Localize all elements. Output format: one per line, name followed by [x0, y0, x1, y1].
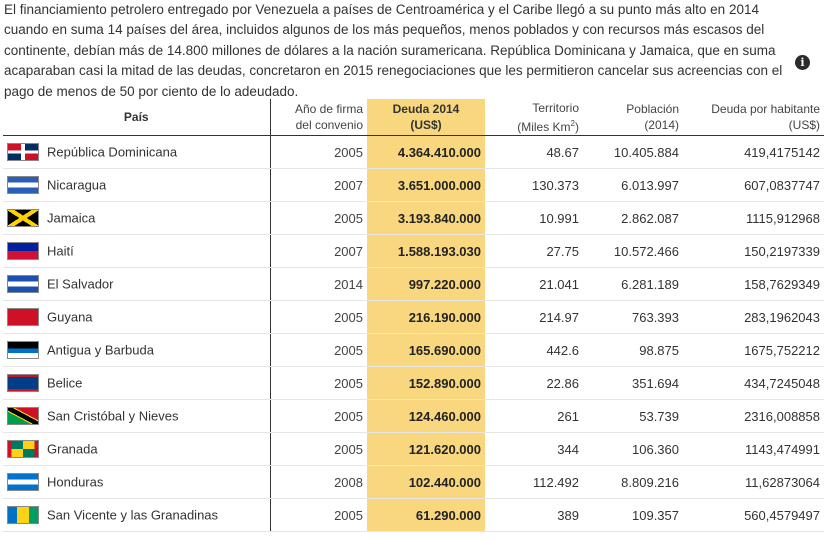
header-territorio[interactable]: Territorio (Miles Km$^2$)	[485, 99, 583, 136]
table-row	[3, 169, 824, 202]
cell-pais	[3, 466, 270, 499]
country-name: Honduras	[47, 474, 104, 490]
cell-poblacion: 763.393	[583, 301, 683, 334]
cell-deuda: 61.290.000	[367, 499, 485, 532]
cell-pais	[3, 301, 270, 334]
header-anio[interactable]: Año de firma del convenio	[270, 99, 367, 136]
table-header-row	[3, 99, 824, 136]
table-row	[3, 235, 824, 268]
cell-poblacion: 6.013.997	[583, 169, 683, 202]
flag-saint-kitts-icon	[7, 407, 39, 425]
country-name: Antigua y Barbuda	[47, 342, 154, 358]
cell-territorio: 10.991	[485, 202, 583, 235]
cell-deuda: 102.440.000	[367, 466, 485, 499]
cell-deuda-habitante: 560,4579497	[683, 499, 824, 532]
cell-pais	[3, 499, 270, 532]
cell-anio: 2005	[270, 433, 367, 466]
country-name: Haití	[47, 243, 74, 259]
country-name: San Vicente y las Granadinas	[47, 507, 219, 523]
cell-territorio: 214.97	[485, 301, 583, 334]
table-row	[3, 400, 824, 433]
cell-deuda: 121.620.000	[367, 433, 485, 466]
cell-deuda-habitante: 283,1962043	[683, 301, 824, 334]
cell-deuda: 1.588.193.030	[367, 235, 485, 268]
cell-anio: 2005	[270, 136, 367, 169]
cell-territorio: 389	[485, 499, 583, 532]
cell-pais	[3, 334, 270, 367]
table-row	[3, 433, 824, 466]
cell-poblacion: 6.281.189	[583, 268, 683, 301]
flag-antigua-icon	[7, 341, 39, 359]
cell-deuda: 124.460.000	[367, 400, 485, 433]
cell-anio: 2008	[270, 466, 367, 499]
flag-el-salvador-icon	[7, 275, 39, 293]
cell-deuda-habitante: 150,2197339	[683, 235, 824, 268]
header-deuda-habitante[interactable]: Deuda por habitante (US$)	[683, 99, 824, 136]
flag-jamaica-icon	[7, 209, 39, 227]
table-row	[3, 268, 824, 301]
table-row	[3, 499, 824, 532]
intro-paragraph: El financiamiento petrolero entregado por Venezuela a países de Centroamérica y el Caribe llegó a su punto más alto en 2014 cuando en suma 14 países del área, incluidos algunos de los más pequeños, menos poblados y con recursos más escasos del continente, debían más de 14.800 millones de dólares a la nación suramericana. República Dominicana y Jamaica, que en suma acaparaban casi la mitad de las deudas, concretaron en 2015 renegociaciones que les permitieron cancelar sus acreencias con el pago de menos de 50 por ciento de lo adeudado.	[4, 2, 783, 99]
table-row	[3, 334, 824, 367]
cell-anio: 2005	[270, 334, 367, 367]
cell-territorio: 130.373	[485, 169, 583, 202]
table-row	[3, 202, 824, 235]
cell-poblacion: 53.739	[583, 400, 683, 433]
country-name: Belice	[47, 375, 83, 391]
cell-deuda: 4.364.410.000	[367, 136, 485, 169]
country-name: San Cristóbal y Nieves	[47, 408, 179, 424]
cell-pais	[3, 433, 270, 466]
cell-territorio: 48.67	[485, 136, 583, 169]
cell-deuda-habitante: 434,7245048	[683, 367, 824, 400]
info-icon[interactable]: i	[795, 55, 810, 70]
cell-anio: 2014	[270, 268, 367, 301]
cell-poblacion: 109.357	[583, 499, 683, 532]
cell-deuda-habitante: 419,4175142	[683, 136, 824, 169]
cell-territorio: 21.041	[485, 268, 583, 301]
cell-anio: 2005	[270, 499, 367, 532]
cell-anio: 2005	[270, 301, 367, 334]
cell-deuda-habitante: 1115,912968	[683, 202, 824, 235]
table-row	[3, 301, 824, 334]
cell-poblacion: 98.875	[583, 334, 683, 367]
cell-territorio: 344	[485, 433, 583, 466]
header-poblacion[interactable]: Población (2014)	[583, 99, 683, 136]
cell-pais	[3, 367, 270, 400]
country-name: República Dominicana	[47, 144, 178, 160]
cell-poblacion: 10.572.466	[583, 235, 683, 268]
cell-deuda-habitante: 1143,474991	[683, 433, 824, 466]
header-pais[interactable]: País	[3, 99, 270, 136]
cell-territorio: 442.6	[485, 334, 583, 367]
cell-deuda: 165.690.000	[367, 334, 485, 367]
cell-deuda-habitante: 2316,008858	[683, 400, 824, 433]
cell-deuda-habitante: 158,7629349	[683, 268, 824, 301]
cell-poblacion: 10.405.884	[583, 136, 683, 169]
country-name: El Salvador	[47, 276, 114, 292]
flag-dominican-republic-icon	[7, 143, 39, 161]
cell-pais	[3, 235, 270, 268]
cell-anio: 2005	[270, 400, 367, 433]
cell-deuda: 3.193.840.000	[367, 202, 485, 235]
cell-poblacion: 8.809.216	[583, 466, 683, 499]
cell-deuda-habitante: 1675,752212	[683, 334, 824, 367]
flag-haiti-icon	[7, 242, 39, 260]
debt-table	[3, 99, 824, 532]
flag-guyana-icon	[7, 308, 39, 326]
flag-saint-vincent-icon	[7, 506, 39, 524]
country-name: Guyana	[47, 309, 93, 325]
table-row	[3, 136, 824, 169]
country-name: Nicaragua	[47, 177, 107, 193]
cell-deuda: 3.651.000.000	[367, 169, 485, 202]
cell-pais	[3, 400, 270, 433]
country-name: Granada	[47, 441, 98, 457]
cell-anio: 2007	[270, 169, 367, 202]
cell-territorio: 112.492	[485, 466, 583, 499]
table-row	[3, 367, 824, 400]
cell-anio: 2005	[270, 202, 367, 235]
cell-anio: 2005	[270, 367, 367, 400]
cell-pais	[3, 136, 270, 169]
cell-poblacion: 2.862.087	[583, 202, 683, 235]
cell-pais	[3, 169, 270, 202]
cell-pais	[3, 268, 270, 301]
flag-honduras-icon	[7, 473, 39, 491]
cell-deuda: 216.190.000	[367, 301, 485, 334]
flag-grenada-icon	[7, 440, 39, 458]
cell-deuda-habitante: 11,62873064	[683, 466, 824, 499]
flag-belize-icon	[7, 374, 39, 392]
cell-poblacion: 106.360	[583, 433, 683, 466]
cell-deuda-habitante: 607,0837747	[683, 169, 824, 202]
cell-pais	[3, 202, 270, 235]
cell-territorio: 261	[485, 400, 583, 433]
header-deuda[interactable]: Deuda 2014 (US$)	[367, 99, 485, 136]
cell-poblacion: 351.694	[583, 367, 683, 400]
cell-territorio: 27.75	[485, 235, 583, 268]
country-name: Jamaica	[47, 210, 96, 226]
flag-nicaragua-icon	[7, 176, 39, 194]
cell-anio: 2007	[270, 235, 367, 268]
cell-deuda: 152.890.000	[367, 367, 485, 400]
cell-territorio: 22.86	[485, 367, 583, 400]
cell-deuda: 997.220.000	[367, 268, 485, 301]
table-row	[3, 466, 824, 499]
